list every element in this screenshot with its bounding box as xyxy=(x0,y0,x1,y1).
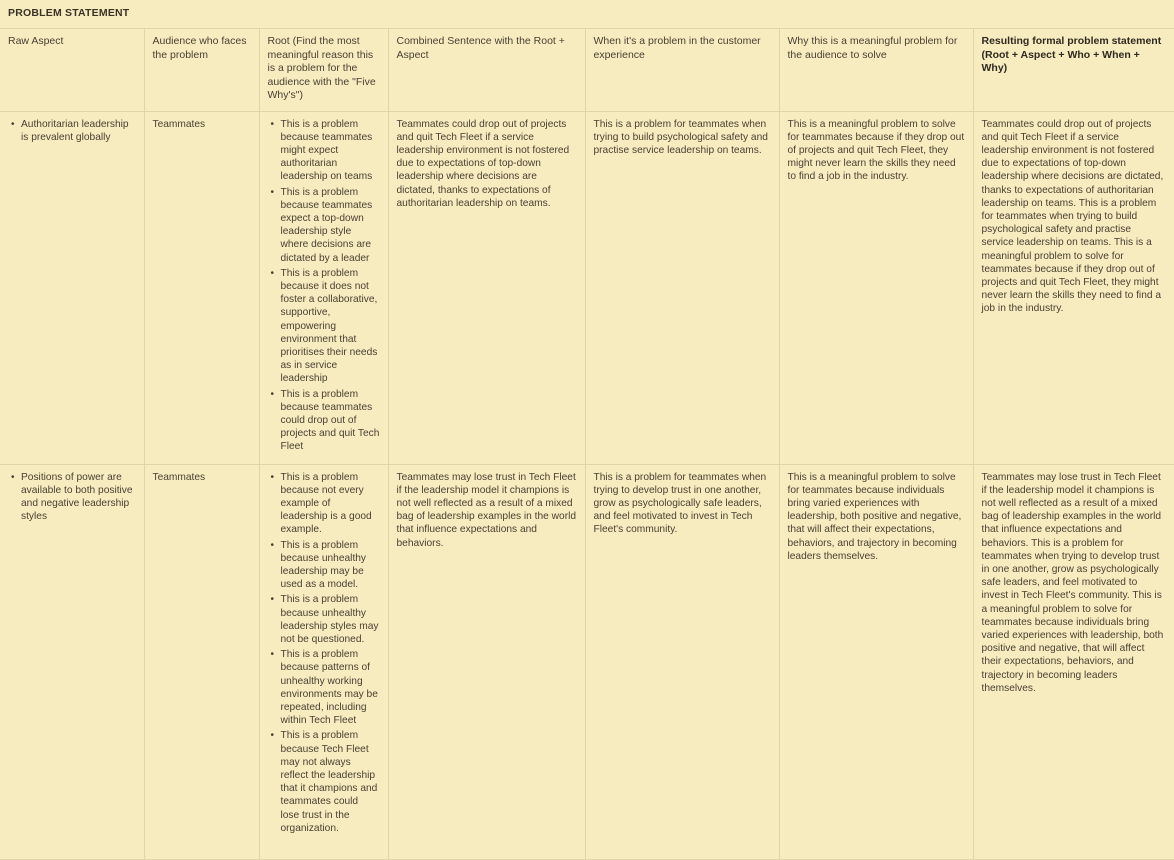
raw-aspect-list xyxy=(8,118,136,144)
column-header-label: Why this is a meaningful problem for the audience to solve xyxy=(787,35,958,61)
cell-when xyxy=(585,111,779,464)
header-row xyxy=(0,29,1174,112)
when-value: This is a problem for teammates when trying to develop trust in one another, grow as psychologically safe leaders, and feel motivated to invest in Tech Fleet's community. xyxy=(593,471,767,536)
column-header-label: Combined Sentence with the Root + Aspect xyxy=(396,35,565,61)
list-item: • This is a problem because unhealthy leadership styles may not be questioned. xyxy=(281,593,380,646)
column-header-when xyxy=(585,29,779,112)
bottom-edge-cell xyxy=(585,845,779,860)
list-item: • This is a problem because teammates could drop out of projects and quit Tech Fleet xyxy=(281,388,380,454)
column-header-audience xyxy=(144,29,259,112)
column-header-raw-aspect xyxy=(0,29,144,112)
table-row xyxy=(0,111,1174,464)
cell-combined-sentence xyxy=(388,111,585,464)
combined-sentence-value: Teammates may lose trust in Tech Fleet if the leadership model it champions is not well reflected as a result of a mixed bag of leadership examples in the world that influence expectations and behaviors. xyxy=(396,471,577,549)
bottom-edge-cell xyxy=(259,845,388,860)
banner-cell xyxy=(0,0,1174,29)
cell-audience xyxy=(144,111,259,464)
bottom-edge-cell xyxy=(144,845,259,860)
column-header-root xyxy=(259,29,388,112)
column-header-label: When it's a problem in the customer experience xyxy=(593,35,761,61)
column-header-formal-statement xyxy=(973,29,1174,112)
column-header-label: Resulting formal problem statement (Root + Aspect + Who + When + Why) xyxy=(981,35,1162,74)
banner-row xyxy=(0,0,1174,29)
cell-raw-aspect xyxy=(0,111,144,464)
column-header-label: Raw Aspect xyxy=(8,35,64,47)
cell-root xyxy=(259,464,388,845)
list-item: • This is a problem because unhealthy leadership may be used as a model. xyxy=(281,539,380,592)
formal-statement-value: Teammates may lose trust in Tech Fleet if the leadership model it champions is not well reflected as a result of a mixed bag of leadership examples in the world that influence expectations and behaviors. This is a problem for teammates when trying to develop trust in one another, grow as psychologically safe leaders, and feel motivated to invest in Tech Fleet's community. This is a meaningful problem to solve for teammates because individuals bring varied experiences with leadership, both positive and negative, that will affect their expectations, behaviors, and trajectory in becoming leaders themselves. xyxy=(981,471,1164,694)
list-item: • This is a problem because it does not foster a collaborative, supportive, empowering environment that prioritises their needs as in service leadership xyxy=(281,267,380,386)
list-item: • This is a problem because not every example of leadership is a good example. xyxy=(281,471,380,537)
audience-value: Teammates xyxy=(152,118,206,130)
root-list xyxy=(268,471,380,835)
cell-when xyxy=(585,464,779,845)
combined-sentence-value: Teammates could drop out of projects and quit Tech Fleet if a service leadership environment is not fostered due to expectations of top-down leadership where decisions are dictated, thanks to expectations of authoritarian leadership on teams. xyxy=(396,118,570,209)
cell-root xyxy=(259,111,388,464)
list-item: • This is a problem because teammates might expect authoritarian leadership on teams xyxy=(281,118,380,184)
cell-audience xyxy=(144,464,259,845)
bottom-edge-cell xyxy=(973,845,1174,860)
list-item: • Authoritarian leadership is prevalent globally xyxy=(21,118,136,144)
why-value: This is a meaningful problem to solve for teammates because individuals bring varied experiences with leadership, both positive and negative, that will affect their expectations, behaviors, and trajectory in becoming leaders themselves. xyxy=(787,471,962,562)
list-item: • This is a problem because patterns of unhealthy working environments may be repeated, including within Tech Fleet xyxy=(281,648,380,727)
raw-aspect-list xyxy=(8,471,136,524)
list-item: • Positions of power are available to both positive and negative leadership styles xyxy=(21,471,136,524)
column-header-combined-sentence xyxy=(388,29,585,112)
cell-formal-statement xyxy=(973,111,1174,464)
audience-value: Teammates xyxy=(152,471,206,483)
list-item: • This is a problem because teammates expect a top-down leadership style where decisions are dictated by a leader xyxy=(281,186,380,265)
table-bottom-edge xyxy=(0,845,1174,860)
table-row xyxy=(0,464,1174,845)
banner-title: PROBLEM STATEMENT xyxy=(8,7,130,19)
formal-statement-value: Teammates could drop out of projects and quit Tech Fleet if a service leadership environment is not fostered due to expectations of top-down leadership where decisions are dictated, thanks to expectations of authoritarian leadership on teams. This is a problem for teammates when trying to build psychological safety and practise service leadership on teams. This is a meaningful problem to solve for teammates because if they drop out of projects and quit Tech Fleet, they might never learn the skills they need to find a job in the industry. xyxy=(981,118,1164,315)
bottom-edge-cell xyxy=(0,845,144,860)
list-item: • This is a problem because Tech Fleet may not always reflect the leadership that it champions and teammates could lose trust in the organization. xyxy=(281,729,380,835)
cell-why xyxy=(779,464,973,845)
column-header-why xyxy=(779,29,973,112)
column-header-label: Audience who faces the problem xyxy=(152,35,247,61)
cell-combined-sentence xyxy=(388,464,585,845)
cell-why xyxy=(779,111,973,464)
when-value: This is a problem for teammates when trying to build psychological safety and practise service leadership on teams. xyxy=(593,118,768,156)
bottom-edge-cell xyxy=(388,845,585,860)
why-value: This is a meaningful problem to solve for teammates because if they drop out of projects and quit Tech Fleet, they might never learn the skills they need to find a job in the industry. xyxy=(787,118,965,183)
column-header-label: Root (Find the most meaningful reason this is a problem for the audience with the "Five Why's") xyxy=(267,35,376,101)
cell-formal-statement xyxy=(973,464,1174,845)
cell-raw-aspect xyxy=(0,464,144,845)
bottom-edge-cell xyxy=(779,845,973,860)
root-list xyxy=(268,118,380,454)
